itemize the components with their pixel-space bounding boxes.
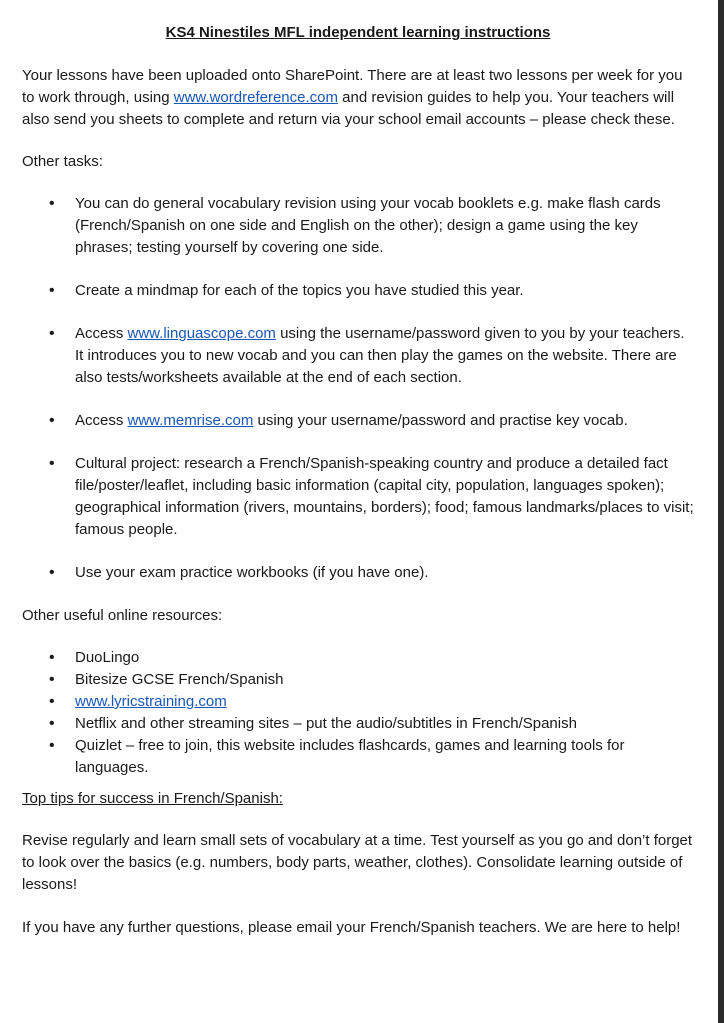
- task-vocab-revision: • You can do general vocabulary revision using your vocab booklets e.g. make flash cards (French/Spanish on one side and English on the other); design a game using the key phrases; testing yourself by covering one side.: [22, 193, 694, 259]
- intro-text-start: Your lessons have been uploaded onto SharePoint. There are at least two lessons per week for you to work through, using: [22, 67, 683, 106]
- intro-text-end: and revision guides to help you. Your teachers will also send you sheets to complete and return via your school email accounts – please check these.: [22, 89, 675, 128]
- task-mindmap: • Create a mindmap for each of the topics you have studied this year.: [22, 280, 694, 302]
- resource-quizlet: • Quizlet – free to join, this website includes flashcards, games and learning tools for languages.: [22, 735, 694, 779]
- document-title: KS4 Ninestiles MFL independent learning instructions: [165, 24, 551, 41]
- memrise-link[interactable]: www.memrise.com: [127, 412, 254, 429]
- lyricstraining-link[interactable]: www.lyricstraining.com: [75, 693, 227, 710]
- resources-heading: Other useful online resources:: [22, 607, 223, 624]
- task-linguascope-end: using the username/password given to you by your teachers. It introduces you to new vocab and you can then play the games on the website. There are also tests/worksheets available at the end of each section.: [75, 325, 685, 386]
- other-tasks-heading: Other tasks:: [22, 153, 103, 170]
- resource-bitesize: • Bitesize GCSE French/Spanish: [22, 669, 694, 691]
- task-cultural-project: • Cultural project: research a French/Spanish-speaking country and produce a detailed fact file/poster/leaflet, including basic information (capital city, population, languages spoken); geographical information (rivers, mountains, borders); food; famous landmarks/places to visit; famous people.: [22, 453, 694, 541]
- task-workbooks: • Use your exam practice workbooks (if you have one).: [22, 562, 694, 584]
- tasks-list: [22, 193, 694, 584]
- task-linguascope-start: Access: [75, 325, 128, 342]
- task-linguascope: [22, 323, 694, 389]
- document-page: [22, 22, 694, 939]
- page-edge-shadow: [718, 0, 724, 1023]
- intro-paragraph: [22, 65, 694, 131]
- resources-list: [22, 647, 694, 779]
- resource-lyricstraining: [22, 691, 694, 713]
- tips-paragraph: Revise regularly and learn small sets of vocabulary at a time. Test yourself as you go and don’t forget to look over the basics (e.g. numbers, body parts, weather, clothes). Consolidate learning outside of lessons!: [22, 832, 693, 893]
- linguascope-link[interactable]: www.linguascope.com: [127, 325, 276, 342]
- resource-netflix: • Netflix and other streaming sites – put the audio/subtitles in French/Spanish: [22, 713, 694, 735]
- task-memrise: [22, 410, 694, 432]
- closing-paragraph: If you have any further questions, please email your French/Spanish teachers. We are here to help!: [22, 919, 681, 936]
- resource-duolingo: • DuoLingo: [22, 647, 694, 669]
- task-memrise-start: Access: [75, 412, 128, 429]
- tips-heading: Top tips for success in French/Spanish:: [22, 790, 283, 807]
- wordreference-link[interactable]: www.wordreference.com: [173, 89, 338, 106]
- task-memrise-end: using your username/password and practise key vocab.: [253, 412, 628, 429]
